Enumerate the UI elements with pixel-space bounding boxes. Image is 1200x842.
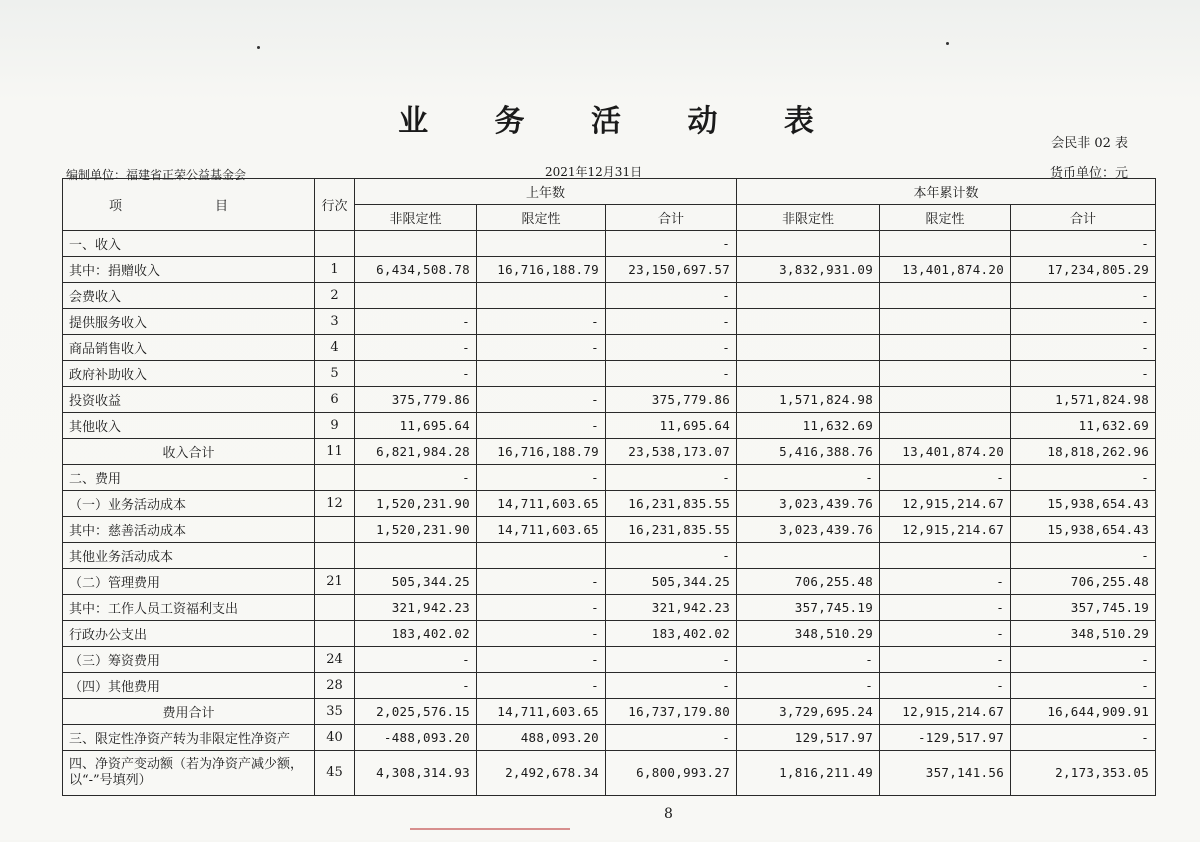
row-line [315,517,355,543]
row-item: （二）管理费用 [63,569,315,595]
curr-total: 348,510.29 [1011,621,1156,647]
prev-restricted: - [477,387,606,413]
curr-restricted: - [880,595,1011,621]
row-item: （一）业务活动成本 [63,491,315,517]
curr-total: - [1011,647,1156,673]
row-line: 4 [315,335,355,361]
header-prev-year: 上年数 [355,179,737,205]
prev-restricted: - [477,621,606,647]
curr-total: - [1011,335,1156,361]
prev-total: - [606,231,737,257]
prev-restricted: - [477,569,606,595]
curr-restricted: 13,401,874.20 [880,257,1011,283]
page-number: 8 [664,806,673,822]
row-item: 其中：工作人员工资福利支出 [63,595,315,621]
prev-total: 6,800,993.27 [606,751,737,796]
curr-unrestricted: 5,416,388.76 [737,439,880,465]
row-line: 40 [315,725,355,751]
curr-restricted [880,309,1011,335]
prev-total: 16,231,835.55 [606,517,737,543]
row-item: 二、费用 [63,465,315,491]
curr-total: 706,255.48 [1011,569,1156,595]
row-line [315,595,355,621]
curr-restricted [880,283,1011,309]
table-row [63,673,1156,699]
row-line: 35 [315,699,355,725]
table-row [63,231,1156,257]
row-line [315,231,355,257]
prev-unrestricted: 321,942.23 [355,595,477,621]
prev-unrestricted: 375,779.86 [355,387,477,413]
row-item: 其他收入 [63,413,315,439]
curr-unrestricted: - [737,465,880,491]
curr-restricted: 13,401,874.20 [880,439,1011,465]
prev-restricted: 16,716,188.79 [477,257,606,283]
curr-unrestricted: 706,255.48 [737,569,880,595]
row-item: 行政办公支出 [63,621,315,647]
prev-restricted [477,361,606,387]
table-row [63,335,1156,361]
row-line: 12 [315,491,355,517]
prev-total: 23,538,173.07 [606,439,737,465]
curr-restricted [880,413,1011,439]
curr-total: 11,632.69 [1011,413,1156,439]
prev-unrestricted: - [355,465,477,491]
header-prev-unrestricted: 非限定性 [355,205,477,231]
curr-unrestricted: - [737,647,880,673]
curr-unrestricted: 348,510.29 [737,621,880,647]
table-row [63,361,1156,387]
curr-restricted [880,231,1011,257]
header-row-1 [63,179,1156,205]
report-title: 业 务 活 动 表 [398,104,842,139]
row-item: 商品销售收入 [63,335,315,361]
header-curr-unrestricted: 非限定性 [737,205,880,231]
prev-restricted: 488,093.20 [477,725,606,751]
curr-restricted: - [880,621,1011,647]
row-item: 其中：捐赠收入 [63,257,315,283]
prev-total: - [606,647,737,673]
curr-unrestricted [737,361,880,387]
prev-total: 23,150,697.57 [606,257,737,283]
curr-total: - [1011,361,1156,387]
prev-total: - [606,335,737,361]
table-row [63,413,1156,439]
prev-restricted: - [477,647,606,673]
table-row [63,257,1156,283]
curr-total: 15,938,654.43 [1011,517,1156,543]
prev-restricted: 14,711,603.65 [477,517,606,543]
curr-restricted: 12,915,214.67 [880,699,1011,725]
prev-total: - [606,465,737,491]
curr-restricted: 357,141.56 [880,751,1011,796]
row-item: 政府补助收入 [63,361,315,387]
curr-total: 15,938,654.43 [1011,491,1156,517]
curr-restricted: - [880,673,1011,699]
row-line [315,621,355,647]
curr-unrestricted: 1,816,211.49 [737,751,880,796]
prev-restricted: - [477,309,606,335]
prev-unrestricted: -488,093.20 [355,725,477,751]
header-prev-total: 合计 [606,205,737,231]
row-item: 收入合计 [63,439,315,465]
row-item: 一、收入 [63,231,315,257]
header-prev-restricted: 限定性 [477,205,606,231]
curr-restricted [880,361,1011,387]
curr-unrestricted: 3,023,439.76 [737,517,880,543]
prev-total: 321,942.23 [606,595,737,621]
row-item: （四）其他费用 [63,673,315,699]
prev-restricted [477,231,606,257]
row-line: 3 [315,309,355,335]
curr-unrestricted: 3,729,695.24 [737,699,880,725]
table-row [63,309,1156,335]
row-item: 提供服务收入 [63,309,315,335]
curr-unrestricted [737,283,880,309]
curr-total: - [1011,309,1156,335]
table-row [63,543,1156,569]
prev-unrestricted: 505,344.25 [355,569,477,595]
row-line: 45 [315,751,355,796]
row-line [315,465,355,491]
prev-total: - [606,725,737,751]
prev-total: - [606,673,737,699]
table-row [63,517,1156,543]
prev-unrestricted: 1,520,231.90 [355,491,477,517]
table-row [63,621,1156,647]
row-line: 21 [315,569,355,595]
row-item: 其他业务活动成本 [63,543,315,569]
prev-total: 183,402.02 [606,621,737,647]
curr-restricted: - [880,647,1011,673]
scan-speck [257,46,260,49]
row-line: 9 [315,413,355,439]
curr-restricted: -129,517.97 [880,725,1011,751]
curr-unrestricted: 1,571,824.98 [737,387,880,413]
prev-restricted: 14,711,603.65 [477,699,606,725]
curr-total: 17,234,805.29 [1011,257,1156,283]
prev-unrestricted: 6,434,508.78 [355,257,477,283]
row-item: 投资收益 [63,387,315,413]
prev-unrestricted: 183,402.02 [355,621,477,647]
preparer-unit: 编制单位：福建省正荣公益基金会 [66,168,247,182]
header-item: 项 目 [63,179,315,231]
prev-restricted: 2,492,678.34 [477,751,606,796]
curr-total: - [1011,725,1156,751]
currency-unit: 货币单位：元 [1049,166,1128,181]
row-line: 24 [315,647,355,673]
prev-total: 16,231,835.55 [606,491,737,517]
table-row [63,569,1156,595]
row-item: 费用合计 [63,699,315,725]
curr-unrestricted [737,309,880,335]
curr-unrestricted: 11,632.69 [737,413,880,439]
prev-unrestricted: 1,520,231.90 [355,517,477,543]
prev-unrestricted: - [355,309,477,335]
curr-unrestricted [737,231,880,257]
prev-total: 11,695.64 [606,413,737,439]
prev-restricted [477,543,606,569]
scan-speck [946,42,949,45]
prev-total: - [606,309,737,335]
row-line: 1 [315,257,355,283]
row-item: 会费收入 [63,283,315,309]
prev-restricted: - [477,595,606,621]
row-item: （三）筹资费用 [63,647,315,673]
table-row [63,283,1156,309]
prev-restricted: - [477,465,606,491]
prev-restricted: 16,716,188.79 [477,439,606,465]
curr-restricted: - [880,465,1011,491]
form-code: 会民非 02 表 [1051,136,1128,151]
row-line: 6 [315,387,355,413]
prev-unrestricted [355,283,477,309]
prev-unrestricted: - [355,673,477,699]
prev-total: - [606,361,737,387]
prev-total: - [606,543,737,569]
prev-unrestricted [355,543,477,569]
table-row [63,595,1156,621]
table-row [63,387,1156,413]
curr-restricted [880,335,1011,361]
row-line: 2 [315,283,355,309]
table-row [63,491,1156,517]
prev-restricted: - [477,673,606,699]
business-activity-table [62,178,1156,796]
prev-unrestricted: 2,025,576.15 [355,699,477,725]
header-line: 行次 [315,179,355,231]
curr-total: 1,571,824.98 [1011,387,1156,413]
header-curr-total: 合计 [1011,205,1156,231]
curr-unrestricted [737,335,880,361]
prev-total: 375,779.86 [606,387,737,413]
row-item: 三、限定性净资产转为非限定性净资产 [63,725,315,751]
prev-unrestricted: 4,308,314.93 [355,751,477,796]
prev-total: - [606,283,737,309]
report-date: 2021年12月31日 [545,165,643,179]
table-row [63,751,1156,796]
curr-unrestricted: 3,832,931.09 [737,257,880,283]
curr-unrestricted: - [737,673,880,699]
table-row [63,699,1156,725]
row-line: 5 [315,361,355,387]
curr-total: 16,644,909.91 [1011,699,1156,725]
curr-total: - [1011,673,1156,699]
prev-unrestricted: 6,821,984.28 [355,439,477,465]
curr-total: 2,173,353.05 [1011,751,1156,796]
curr-total: 357,745.19 [1011,595,1156,621]
table-row [63,725,1156,751]
row-line: 28 [315,673,355,699]
prev-unrestricted [355,231,477,257]
prev-unrestricted: - [355,647,477,673]
table-row [63,465,1156,491]
curr-restricted: 12,915,214.67 [880,491,1011,517]
curr-unrestricted [737,543,880,569]
prev-unrestricted: - [355,361,477,387]
curr-unrestricted: 3,023,439.76 [737,491,880,517]
prev-restricted: - [477,413,606,439]
curr-restricted: 12,915,214.67 [880,517,1011,543]
prev-restricted: - [477,335,606,361]
prev-restricted: 14,711,603.65 [477,491,606,517]
curr-total: - [1011,283,1156,309]
curr-unrestricted: 357,745.19 [737,595,880,621]
curr-restricted [880,387,1011,413]
curr-restricted [880,543,1011,569]
prev-total: 16,737,179.80 [606,699,737,725]
prev-restricted [477,283,606,309]
curr-restricted: - [880,569,1011,595]
header-curr-restricted: 限定性 [880,205,1011,231]
prev-unrestricted: 11,695.64 [355,413,477,439]
prev-unrestricted: - [355,335,477,361]
table-row [63,439,1156,465]
curr-total: - [1011,465,1156,491]
row-line: 11 [315,439,355,465]
prev-total: 505,344.25 [606,569,737,595]
curr-total: 18,818,262.96 [1011,439,1156,465]
row-item: 四、净资产变动额（若为净资产减少额，以“-”号填列） [63,751,315,796]
curr-total: - [1011,231,1156,257]
curr-total: - [1011,543,1156,569]
curr-unrestricted: 129,517.97 [737,725,880,751]
row-item: 其中：慈善活动成本 [63,517,315,543]
header-curr-year: 本年累计数 [737,179,1156,205]
table-row [63,647,1156,673]
row-line [315,543,355,569]
